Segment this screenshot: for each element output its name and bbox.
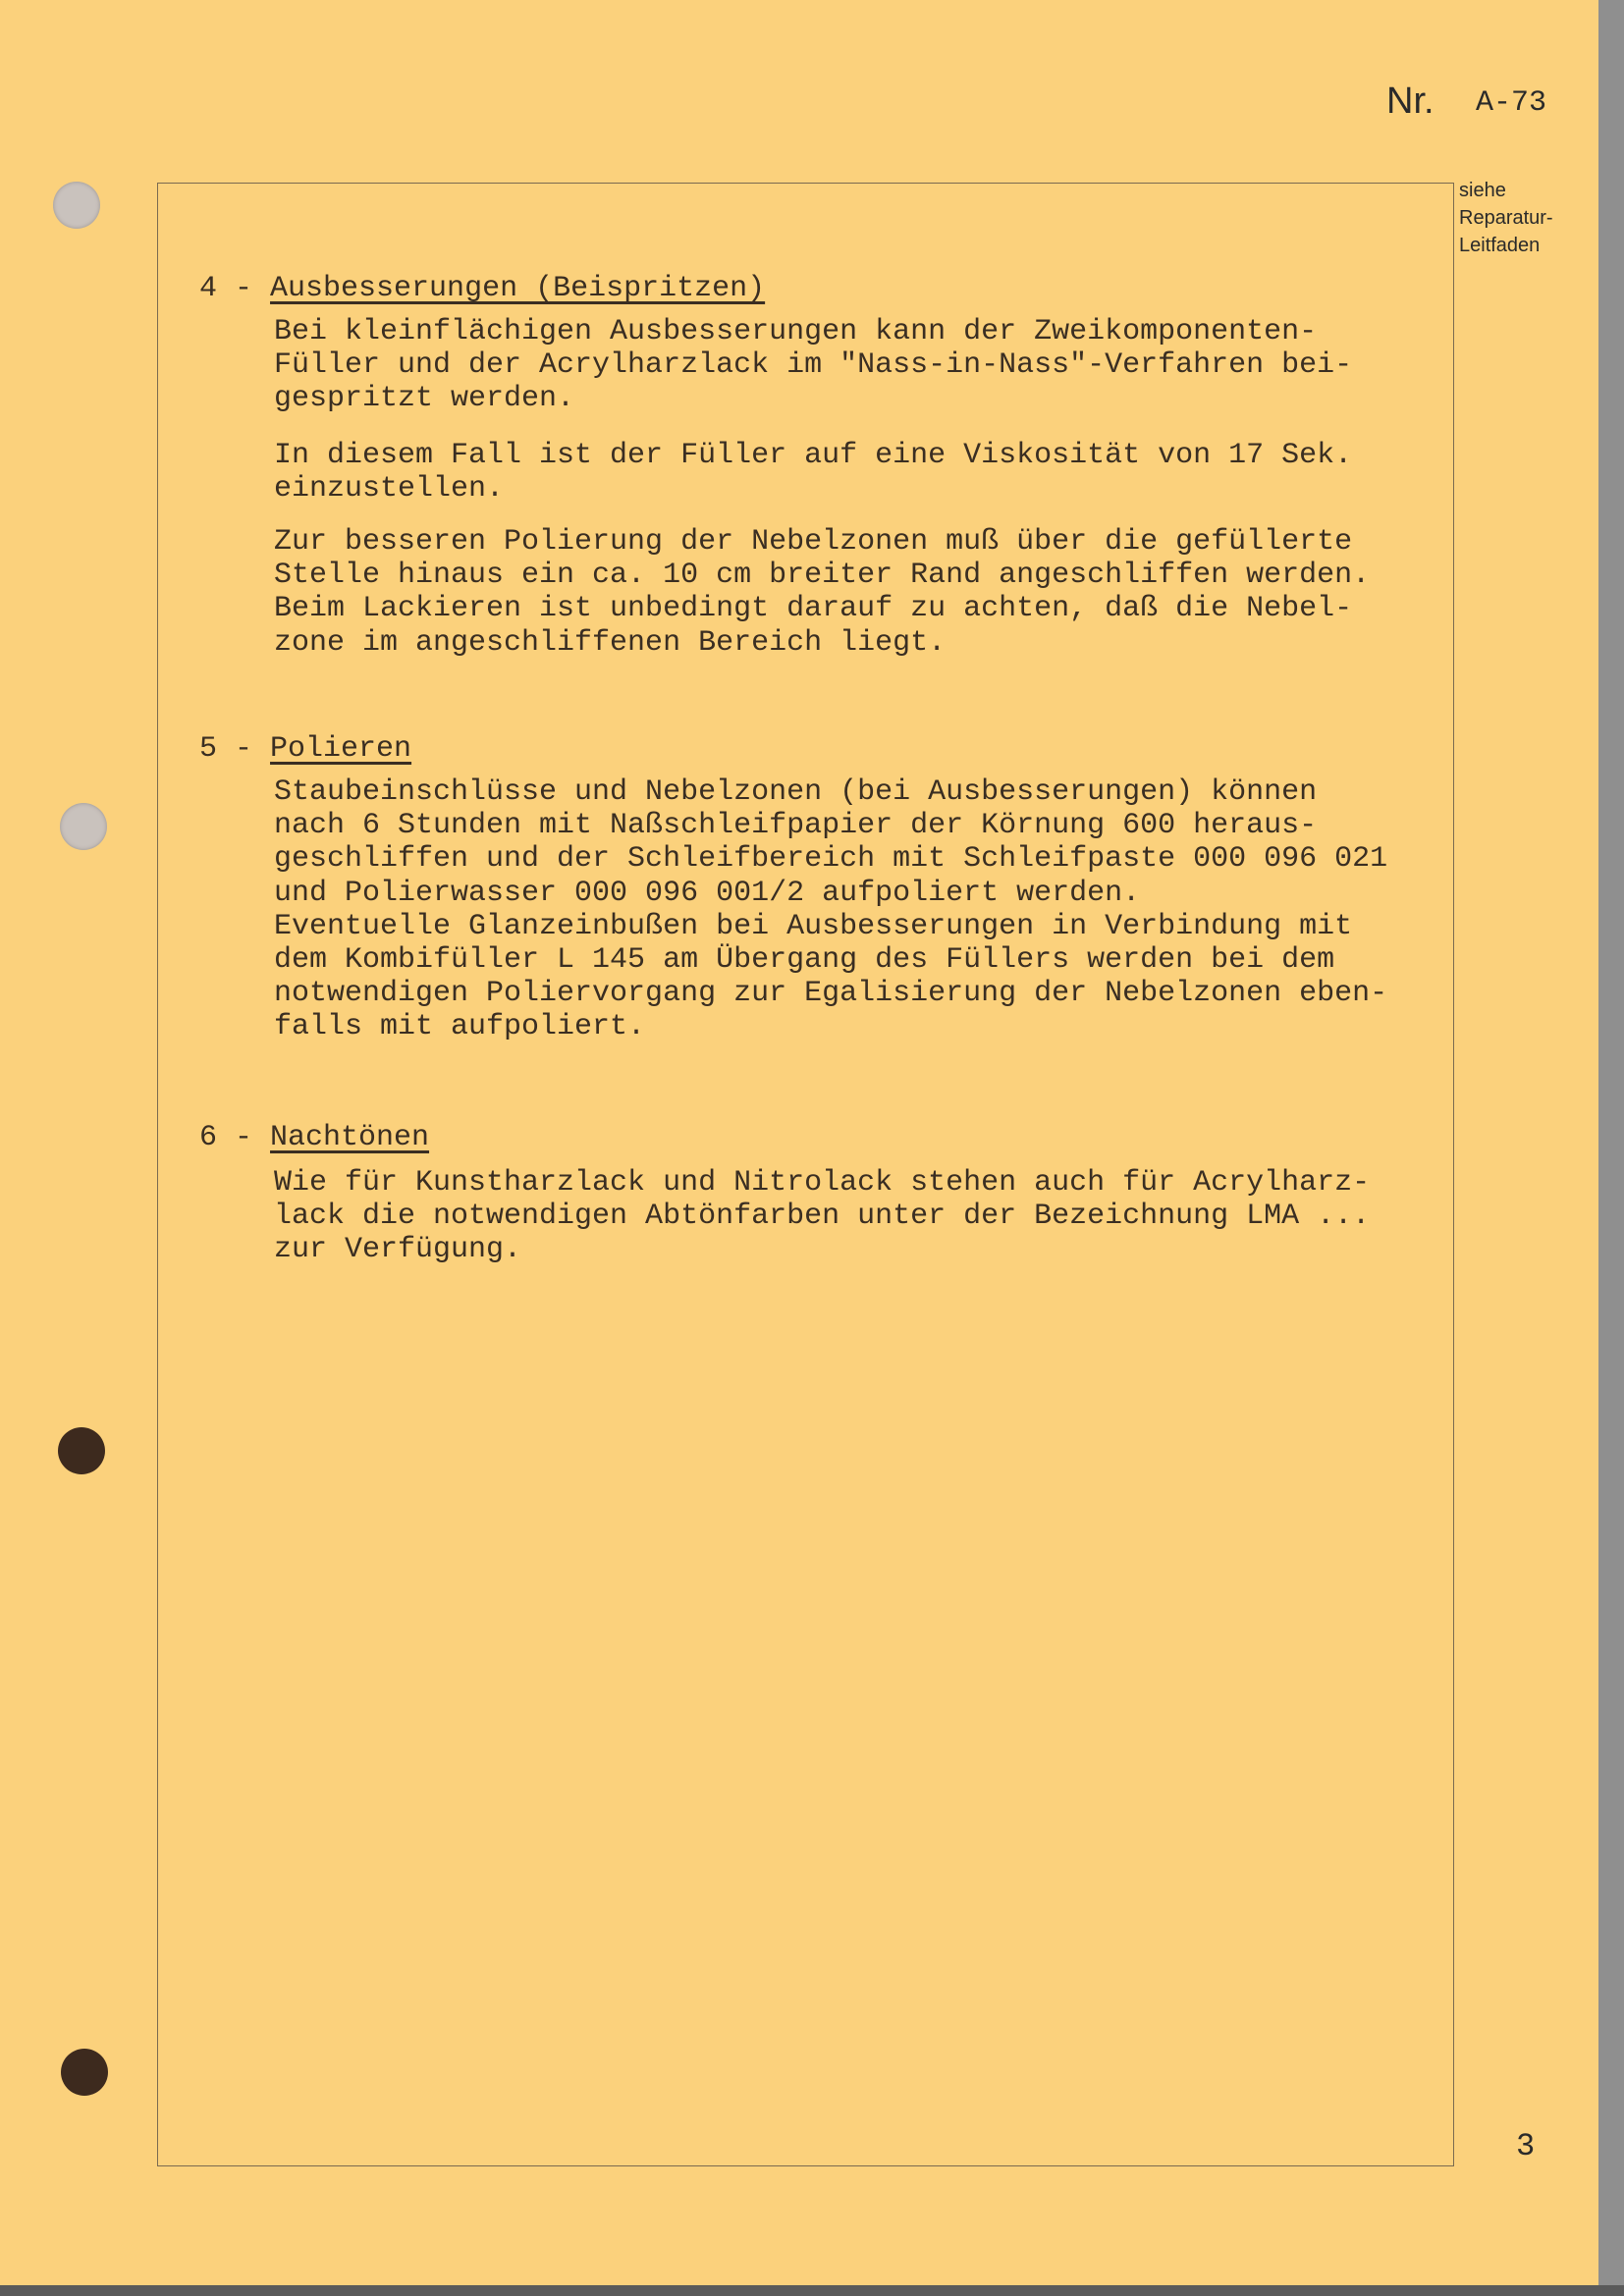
paragraph <box>274 775 1387 1044</box>
section-title: Polieren <box>270 732 412 766</box>
punch-hole <box>60 803 107 850</box>
section-number: 4 - <box>199 272 253 305</box>
page-number: 3 <box>1516 2128 1536 2164</box>
text-line: einzustellen. <box>274 472 505 507</box>
section-number: 6 - <box>199 1121 253 1154</box>
text-line: lack die notwendigen Abtönfarben unter der Bezeichnung LMA ... <box>274 1200 1371 1234</box>
section-heading <box>199 1121 1436 1154</box>
section-number: 5 - <box>199 732 253 766</box>
text-line: Stelle hinaus ein ca. 10 cm breiter Rand angeschliffen werden. <box>274 559 1371 593</box>
section-title: Ausbesserungen (Beispritzen) <box>270 272 766 305</box>
text-line: In diesem Fall ist der Füller auf eine Viskosität von 17 Sek. <box>274 439 1353 472</box>
text-line: falls mit aufpoliert. <box>274 1010 646 1044</box>
side-note-line: Reparatur- <box>1459 207 1553 229</box>
punch-hole <box>53 182 100 229</box>
number-label: Nr. <box>1386 80 1435 122</box>
text-line: Bei kleinflächigen Ausbesserungen kann der Zweikomponenten- <box>274 315 1318 348</box>
text-line: dem Kombifüller L 145 am Übergang des Füllers werden bei dem <box>274 942 1335 977</box>
text-line: geschliffen und der Schleifbereich mit Schleifpaste 000 096 021 <box>274 842 1388 877</box>
side-note <box>1459 177 1553 259</box>
punch-hole <box>61 2049 108 2096</box>
punch-hole <box>58 1427 105 1474</box>
text-line: Zur besseren Polierung der Nebelzonen muß über die gefüllerte <box>274 525 1353 559</box>
text-line: Eventuelle Glanzeinbußen bei Ausbesserungen in Verbindung mit <box>274 909 1353 943</box>
document-number: A-73 <box>1476 86 1547 120</box>
paragraph <box>274 315 1352 416</box>
text-line: Beim Lackieren ist unbedingt darauf zu achten, daß die Nebel- <box>274 592 1353 626</box>
scan-edge-right <box>1598 0 1624 2296</box>
scan-edge-bottom <box>0 2285 1624 2296</box>
section-4 <box>199 272 1436 660</box>
text-line: und Polierwasser 000 096 001/2 aufpoliert werden. <box>274 876 1141 910</box>
section-heading <box>199 732 1436 766</box>
text-line: zone im angeschliffenen Bereich liegt. <box>274 625 947 660</box>
side-note-line: Leitfaden <box>1459 235 1541 256</box>
text-line: nach 6 Stunden mit Naßschleifpapier der Körnung 600 heraus- <box>274 809 1318 843</box>
text-line: Wie für Kunstharzlack und Nitrolack stehen auch für Acrylharz- <box>274 1166 1371 1200</box>
text-line: Staubeinschlüsse und Nebelzonen (bei Ausbesserungen) können <box>274 775 1318 809</box>
side-note-line: siehe <box>1459 180 1506 201</box>
text-line: Füller und der Acrylharzlack im "Nass-in-Nass"-Verfahren bei- <box>274 348 1353 383</box>
text-line: zur Verfügung. <box>274 1233 522 1267</box>
paragraph <box>274 525 1370 660</box>
text-line: notwendigen Poliervorgang zur Egalisierung der Nebelzonen eben- <box>274 977 1388 1011</box>
section-title: Nachtönen <box>270 1121 430 1154</box>
paragraph <box>274 1166 1370 1267</box>
section-heading <box>199 272 1436 305</box>
section-6 <box>199 1121 1436 1267</box>
section-5 <box>199 732 1436 1044</box>
paragraph <box>274 439 1352 506</box>
text-line: gespritzt werden. <box>274 382 575 416</box>
